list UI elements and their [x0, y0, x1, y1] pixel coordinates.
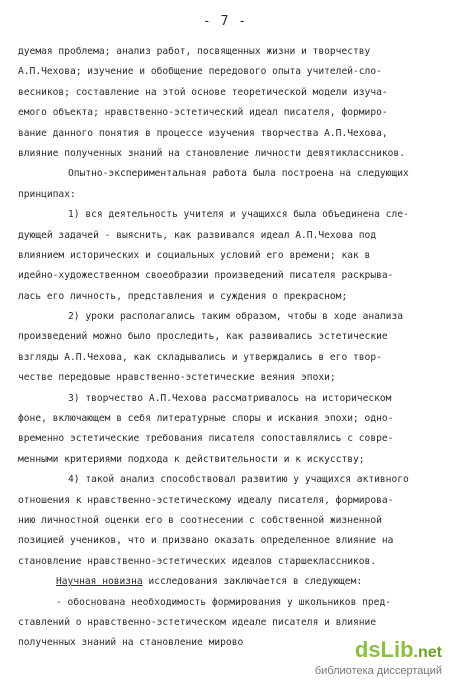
text-line: временно эстетические требования писателя сопоставлялись с совре- — [18, 433, 394, 445]
text-line: полученных знаний на становление мирово — [18, 637, 244, 649]
watermark-logo-suffix: .net — [413, 644, 442, 661]
watermark-logo — [315, 639, 442, 664]
watermark — [315, 639, 442, 678]
text-line: принципах: — [18, 188, 76, 200]
text-line: позицией учеников, что и призвано оказать определенное влияние на — [18, 535, 394, 547]
paragraph-start: Опытно-экспериментальная работа была построена на следующих — [68, 168, 409, 180]
text-line: идейно-художественном своеобразии произведений писателя раскрыва- — [18, 270, 394, 282]
principle-2: 2) уроки располагались таким образом, чтобы в ходе анализа — [68, 311, 404, 323]
text-line: - обоснована необходимость формирования у школьников пред- — [56, 596, 392, 608]
text-line: А.П.Чехова; изучение и обобщение передового опыта учителей-сло- — [18, 66, 382, 78]
text-line: влияние полученных знаний на становление личности девятиклассников. — [18, 147, 405, 159]
principle-4: 4) такой анализ способствовал развитию у учащихся активного — [68, 474, 409, 486]
text-line: дующей задачей - выяснить, как развивался идеал А.П.Чехова под — [18, 229, 377, 241]
text-line: менными критериями подхода к действительности и к искусству; — [18, 453, 365, 465]
watermark-subtitle: библиотека диссертаций — [314, 665, 442, 677]
text-line: взгляды А.П.Чехова, как складывались и утверждались в его твор- — [18, 351, 382, 363]
text-line: влиянием исторических и социальных условий его времени; как в — [18, 249, 371, 261]
text-line: фоне, включающем в себя литературные споры и искания эпохи; одно- — [18, 413, 394, 425]
novelty-text: исследования заключается в следующем: — [142, 576, 363, 588]
text-line: емого объекта; нравственно-эстетический идеал писателя, формиро- — [18, 107, 388, 119]
text-line: произведений можно было проследить, как развивались эстетические — [18, 331, 388, 343]
text-line: дуемая проблема; анализ работ, посвященных жизни и творчеству — [18, 46, 371, 57]
text-line: вание данного понятия в процессе изучения творчества А.П.Чехова, — [18, 127, 388, 139]
text-line: отношения к нравственно-эстетическому идеалу писателя, формирова- — [18, 494, 394, 506]
document-body — [18, 42, 434, 654]
principle-1: 1) вся деятельность учителя и учащихся была объединена сле- — [68, 209, 409, 221]
text-line: становление нравственно-эстетических идеалов старшеклассников. — [18, 555, 377, 567]
text-line: честве передовые нравственно-эстетические веяния эпохи; — [18, 372, 336, 384]
novelty-paragraph — [18, 572, 434, 592]
novelty-heading: Научная новизна — [56, 576, 143, 588]
text-line: ставлений о нравственно-эстетическом идеале писателя и влияние — [18, 616, 377, 628]
principle-3: 3) творчество А.П.Чехова рассматривалось на историческом — [68, 392, 392, 404]
text-line: весников; составление на этой основе теоретической модели изуча- — [18, 86, 388, 98]
text-line: лась его личность, представления и суждения о прекрасном; — [18, 290, 348, 302]
watermark-logo-main: dsLib — [354, 637, 414, 662]
page-number: - 7 - — [202, 14, 248, 29]
text-line: нию личностной оценки его в соотнесении с собственной жизненной — [18, 514, 382, 526]
